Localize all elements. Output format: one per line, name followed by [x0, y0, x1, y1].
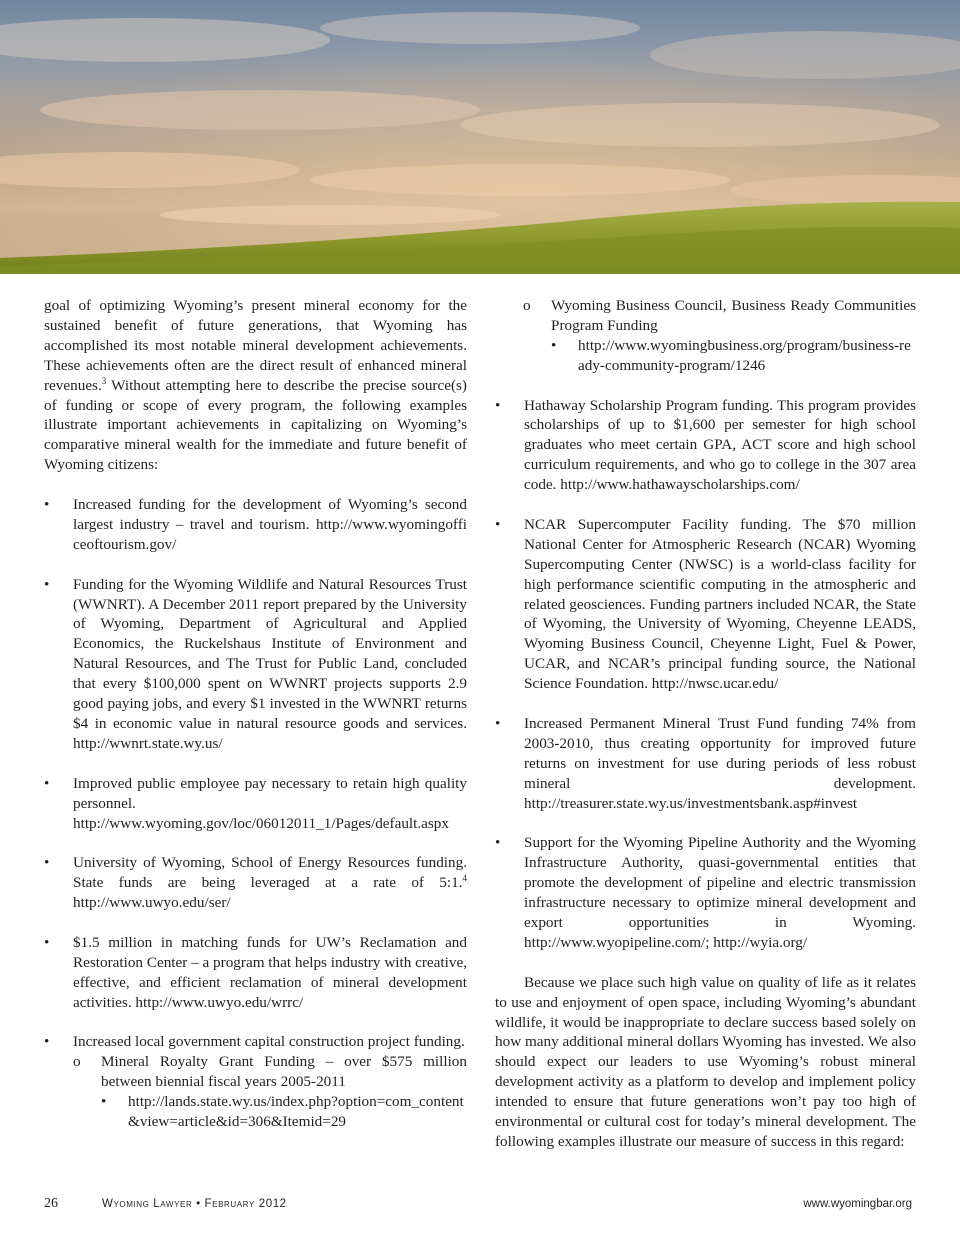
footnote-ref: 4: [462, 873, 467, 884]
sub-sub-list-item: [551, 336, 916, 376]
list-item: • Increased funding for the development of Wyoming’s second largest industry – travel and tourism. http://www.wyomingoffi ceoftourism.gov/: [44, 496, 467, 553]
circle-bullet-icon: o: [523, 297, 531, 314]
bullet-icon: •: [44, 774, 50, 792]
header-photo: [0, 0, 960, 274]
list-item: • University of Wyoming, School of Energy Resources funding. State funds are being leveraged at a rate of 5:1.$^4$ http://www.uwyo.edu/ser/: [44, 854, 467, 912]
closing-paragraph: Because we place such high value on quality of life as it relates to use and enjoyment of open space, including Wyoming’s abundant wildlife, it would be inappropriate to declare success based solely on how many additional mineral dollars Wyoming has invested. We also should expect our leaders to use Wyoming’s robust mineral development activity as a platform to develop and implement policy intended to ensure that future generations won’t pay too high of environmental or cultural cost for today’s mineral development. The following examples illustrate our measure of success in this regard:: [495, 973, 916, 1150]
link[interactable]: http://www.wyomingbusiness.org/program/business-ready-community-program/1246: [578, 336, 911, 374]
intro-paragraph: goal of optimizing Wyoming’s present mineral economy for the sustained benefit of future generations, that Wyoming has accomplished its most notable mineral development achievements. These achievements often are the direct result of enhanced mineral revenues.$^3$ Without attempting here to describe the precise source(s) of funding or scope of every program, the following examples illustrate important achievements in capitalizing on Wyoming’s comparative mineral wealth for the immediate and future benefit of Wyoming citizens:: [44, 297, 467, 474]
footnote-ref: 3: [101, 375, 107, 386]
list-item: • Support for the Wyoming Pipeline Authority and the Wyoming Infrastructure Authority, quasi-governmental entities that promote the development of pipeline and electric transmission infrastructure necessary to optimize mineral development and export opportunities in Wyoming. http://www.wyopipeline.com/; http://wyia.org/: [495, 834, 916, 951]
bullet-icon: •: [495, 834, 501, 852]
sub-list-item: o Mineral Royalty Grant Funding – over $575 million between biennial fiscal years 2005-2011 • http://lands.state.wy.us/index.php?option=com_content&view=article&id=306&Itemid=29: [73, 1053, 467, 1131]
list-item: • Increased Permanent Mineral Trust Fund funding 74% from 2003-2010, thus creating opportunity for improved future returns on investment for use during periods of less robust mineral development. http://treasurer.state.wy.us/investmentsbank.asp#invest: [495, 714, 916, 812]
website-link[interactable]: www.wyomingbar.org: [803, 1198, 912, 1210]
bullet-icon: •: [44, 854, 50, 872]
left-column: [44, 296, 467, 1132]
link[interactable]: http://lands.state.wy.us/index.php?option=com_content&view=article&id=306&Itemid=29: [128, 1093, 464, 1131]
prairie-landscape-photo: [0, 0, 960, 274]
list-item: • Increased local government capital construction project funding. o Mineral Royalty Grant Funding – over $575 million between biennial fiscal years 2005-2011 • http://lands.state.wy.us/index.php?option=com_content&view=article&id=306&Itemid=29: [44, 1033, 467, 1131]
page-number: 26: [44, 1196, 58, 1211]
bullet-icon: •: [44, 933, 50, 951]
sub-sub-list-item: [101, 1092, 467, 1132]
bullet-icon: •: [495, 515, 501, 533]
page-footer: [0, 1196, 960, 1216]
sub-list-item: o Wyoming Business Council, Business Ready Communities Program Funding • http://www.wyomingbusiness.org/program/business-ready-community-program/1246: [523, 297, 916, 374]
bullet-icon: •: [101, 1093, 107, 1111]
list-item: • Improved public employee pay necessary to retain high quality personnel. http://www.wyoming.gov/loc/06012011_1/Pages/default.aspx: [44, 774, 467, 832]
list-item: • NCAR Supercomputer Facility funding. The $70 million National Center for Atmospheric Research (NCAR) Wyoming Supercomputing Center (NWSC) is a world-class facility for high performance scientific computing in the atmospheric and related geosciences. Funding partners included NCAR, the State of Wyoming, the University of Wyoming, Cheyenne LEADS, Wyoming Business Council, Cheyenne Light, Fuel & Power, UCAR, and NCAR’s principal funding source, the National Science Foundation. http://nwsc.ucar.edu/: [495, 515, 916, 693]
bullet-icon: •: [495, 714, 501, 732]
list-item: • Hathaway Scholarship Program funding. This program provides scholarships of up to $1,600 per semester for high school graduates who meet certain GPA, ACT score and high school curriculum requirements, and who go to college in the 307 area code. http://www.hathawayscholarships.com/: [495, 396, 916, 494]
circle-bullet-icon: o: [73, 1053, 81, 1071]
list-item: • Funding for the Wyoming Wildlife and Natural Resources Trust (WWNRT). A December 2011 report prepared by the University of Wyoming, Department of Agricultural and Applied Economics, the Ruckelshaus Institute of Environment and Natural Resources, and The Trust for Public Land, concluded that every $100,000 spent on WWNRT projects supports 2.9 good paying jobs, and every $1 invested in the WWNRT returns $4 in economic value in natural resource goods and services. http://wwnrt.state.wy.us/: [44, 575, 467, 752]
bullet-icon: •: [495, 396, 501, 414]
bullet-icon: •: [44, 575, 50, 593]
bullet-icon: •: [551, 336, 557, 354]
right-column: [495, 296, 916, 1152]
list-item: • $1.5 million in matching funds for UW’s Reclamation and Restoration Center – a program that helps industry with creative, effective, and efficient reclamation of mineral development activities. http://www.uwyo.edu/wrrc/: [44, 933, 467, 1011]
bullet-icon: •: [44, 496, 50, 514]
bullet-icon: •: [44, 1033, 50, 1051]
magazine-title: Wyoming Lawyer • February 2012: [102, 1198, 287, 1210]
